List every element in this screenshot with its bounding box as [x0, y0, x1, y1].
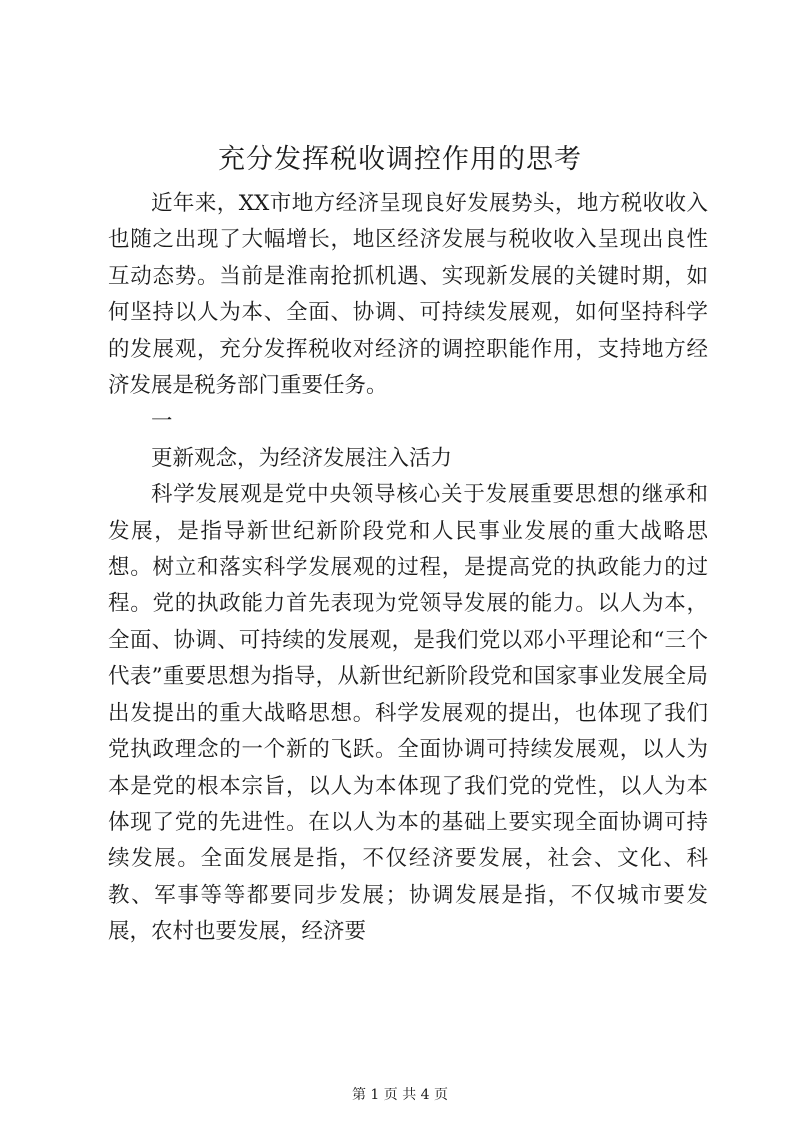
- section-number: 一: [151, 409, 173, 435]
- intro-paragraph: 近年来，XX市地方经济呈现良好发展势头，地方税收收入也随之出现了大幅增长，地区经济发展与税收收入呈现出良性互动态势。当前是淮南抢抓机遇、实现新发展的关键时期，如何坚持以人为本、全面、协调、可持续发展观，如何坚持科学的发展观，充分发挥税收对经济的调控职能作用，支持地方经济发展是税务部门重要任务。: [108, 191, 708, 399]
- section-heading: 更新观念，为经济发展注入活力: [151, 445, 453, 471]
- page-footer: 第 1 页 共 4 页: [351, 1087, 449, 1103]
- body-paragraph: 科学发展观是党中央领导核心关于发展重要思想的继承和发展，是指导新世纪新阶段党和人民事业发展的重大战略思想。树立和落实科学发展观的过程，是提高党的执政能力的过程。党的执政能力首先表现为党领导发展的能力。以人为本，全面、协调、可持续的发展观，是我们党以邓小平理论和“三个代表”重要思想为指导，从新世纪新阶段党和国家事业发展全局出发提出的重大战略思想。科学发展观的提出，也体现了我们党执政理念的一个新的飞跃。全面协调可持续发展观，以人为本是党的根本宗旨，以人为本体现了我们党的党性，以人为本体现了党的先进性。在以人为本的基础上要实现全面协调可持续发展。全面发展是指，不仅经济要发展，社会、文化、科教、军事等等都要同步发展；协调发展是指，不仅城市要发展，农村也要发展，经济要: [108, 482, 708, 945]
- document-title: 充分发挥税收调控作用的思考: [218, 144, 582, 175]
- document-body: [108, 186, 708, 951]
